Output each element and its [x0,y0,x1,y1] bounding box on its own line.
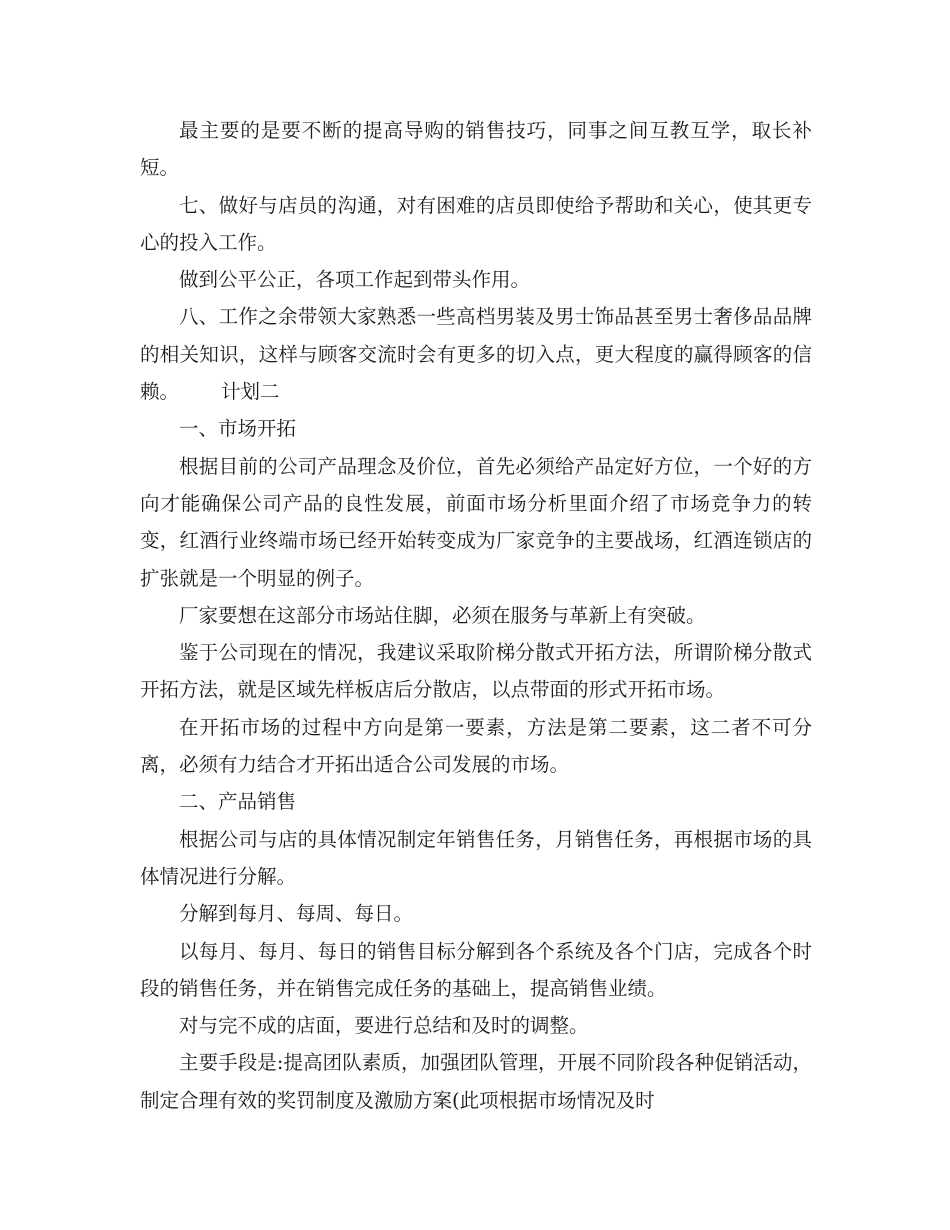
document-body [140,112,812,1119]
paragraph: 在开拓市场的过程中方向是第一要素，方法是第二要素，这二者不可分离，必须有力结合才开拓出适合公司发展的市场。 [140,715,812,777]
paragraph-text: 八、工作之余带领大家熟悉一些高档男装及男士饰品甚至男士奢侈品品牌的相关知识，这样与顾客交流时会有更多的切入点，更大程度的赢得顾客的信赖。 [140,305,812,404]
paragraph: 做到公平公正，各项工作起到带头作用。 [179,268,531,292]
paragraph: 对与完不成的店面，要进行总结和及时的调整。 [179,1014,589,1038]
section-heading: 一、市场开拓 [179,417,297,441]
paragraph: 分解到每月、每周、每日。 [179,902,414,926]
paragraph: 根据目前的公司产品理念及价位，首先必须给产品定好方位，一个好的方向才能确保公司产品的良性发展，前面市场分析里面介绍了市场竞争力的转变，红酒行业终端市场已经开始转变成为厂家竞争的主要战场，红酒连锁店的扩张就是一个明显的例子。 [140,454,812,590]
paragraph: 最主要的是要不断的提高导购的销售技巧，同事之间互教互学，取长补短。 [140,119,812,180]
paragraph: 根据公司与店的具体情况制定年销售任务，月销售任务，再根据市场的具体情况进行分解。 [140,827,812,888]
section-heading: 二、产品销售 [179,790,297,814]
paragraph: 鉴于公司现在的情况，我建议采取阶梯分散式开拓方法，所谓阶梯分散式开拓方法，就是区域先样板店后分散店，以点带面的形式开拓市场。 [140,641,812,702]
paragraph: 七、做好与店员的沟通，对有困难的店员即使给予帮助和关心，使其更专心的投入工作。 [140,193,812,254]
paragraph: 以每月、每月、每日的销售目标分解到各个系统及各个门店，完成各个时段的销售任务，并在销售完成任务的基础上，提高销售业绩。 [140,939,812,1000]
paragraph: 厂家要想在这部分市场站住脚，必须在服务与革新上有突破。 [179,603,706,627]
paragraph-with-inline-heading [140,298,812,410]
paragraph: 主要手段是:提高团队素质，加强团队管理，开展不同阶段各种促销活动，制定合理有效的奖罚制度及激励方案(此项根据市场情况及时 [140,1051,812,1112]
section-heading: 计划二 [221,380,280,404]
